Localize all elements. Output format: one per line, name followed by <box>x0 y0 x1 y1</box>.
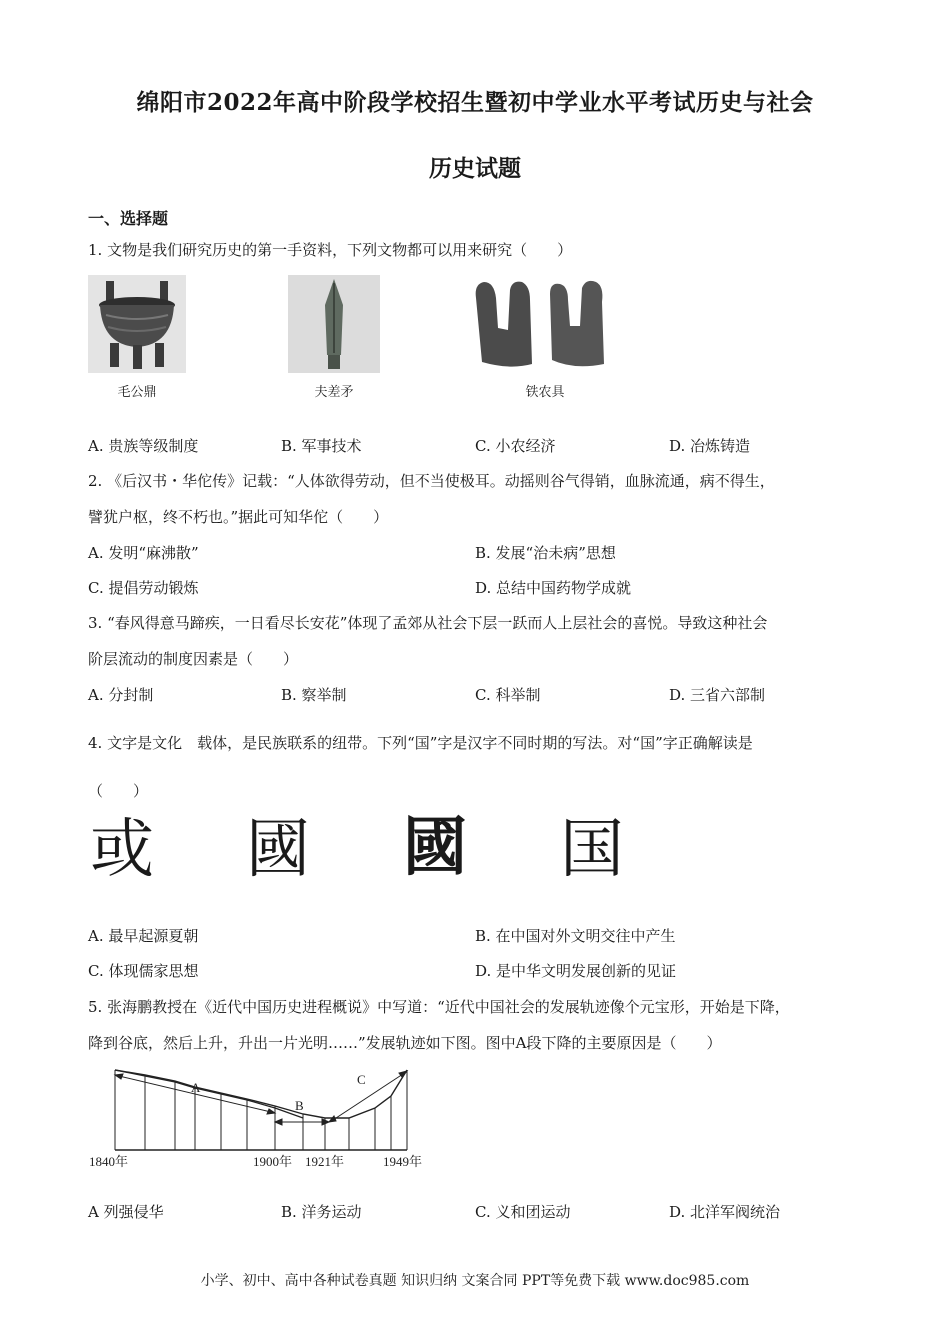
q3-option-c[interactable]: C. 科举制 <box>475 686 541 704</box>
q4-option-a[interactable]: A. 最早起源夏朝 <box>88 927 199 945</box>
q2-option-b[interactable]: B. 发展“治未病”思想 <box>475 544 616 562</box>
trajectory-diagram <box>85 1062 435 1174</box>
q1-option-a[interactable]: A. 贵族等级制度 <box>88 437 199 455</box>
fuchai-spear-image <box>288 275 380 373</box>
year-1921: 1921年 <box>305 1154 345 1169</box>
question-4-line2: （ ） <box>88 782 149 800</box>
guo-char-seal: 國 <box>246 813 310 887</box>
page-footer: 小学、初中、高中各种试卷真题 知识归纳 文案合同 PPT等免费下载 www.doc985.com <box>200 1273 750 1289</box>
question-3-line1: 3. “春风得意马蹄疾，一日看尽长安花”体现了孟郊从社会下层一跃而人上层社会的喜悦。导致这种社会 <box>88 614 768 632</box>
exam-subtitle: 历史试题 <box>429 155 521 182</box>
q1-option-d[interactable]: D. 冶炼铸造 <box>669 437 751 455</box>
q5-option-c[interactable]: C. 义和团运动 <box>475 1203 571 1221</box>
q5-option-d[interactable]: D. 北洋军阀统治 <box>669 1203 781 1221</box>
caption-ding: 毛公鼎 <box>117 385 157 400</box>
section-heading: 一、选择题 <box>88 209 169 228</box>
caption-spear: 夫差矛 <box>314 385 354 400</box>
ding-icon <box>88 275 186 373</box>
guo-char-traditional: 國 <box>403 810 467 885</box>
q4-option-c[interactable]: C. 体现儒家思想 <box>88 962 199 980</box>
guo-char-simplified: 国 <box>560 813 624 887</box>
maogong-ding-image <box>88 275 186 373</box>
question-4-line1: 4. 文字是文化 载体，是民族联系的纽带。下列“国”字是汉字不同时期的写法。对“国”字正确解读是 <box>88 734 753 752</box>
question-5-line1: 5. 张海鹏教授在《近代中国历史进程概说》中写道：“近代中国社会的发展轨迹像个元宝形，开始是下降， <box>88 998 790 1016</box>
exam-title: 绵阳市2022年高中阶段学校招生暨初中学业水平考试历史与社会 <box>136 89 814 116</box>
year-1900: 1900年 <box>253 1154 293 1169</box>
question-2-line2: 譬犹户枢，终不朽也。”据此可知华佗（ ） <box>88 508 389 526</box>
q1-option-c[interactable]: C. 小农经济 <box>475 437 556 455</box>
question-5-line2: 降到谷底，然后上升，升出一片光明……”发展轨迹如下图。图中A段下降的主要原因是（ ） <box>88 1034 722 1052</box>
q3-option-b[interactable]: B. 察举制 <box>281 686 347 704</box>
question-2-line1: 2. 《后汉书・华佗传》记载：“人体欲得劳动，但不当使极耳。动摇则谷气得销，血脉流通，病不得生， <box>88 472 775 490</box>
iron-tool-icon <box>470 278 615 373</box>
q5-option-b[interactable]: B. 洋务运动 <box>281 1203 362 1221</box>
question-1-text: 1. 文物是我们研究历史的第一手资料，下列文物都可以用来研究（ ） <box>88 241 573 259</box>
segment-a-label: A <box>191 1080 201 1095</box>
spear-icon <box>288 275 380 373</box>
segment-c-label: C <box>357 1072 366 1087</box>
iron-tools-image <box>470 278 615 373</box>
guo-char-oracle: 或 <box>90 813 154 887</box>
year-1840: 1840年 <box>89 1154 129 1169</box>
year-1949: 1949年 <box>383 1154 423 1169</box>
q3-option-a[interactable]: A. 分封制 <box>88 686 154 704</box>
q2-option-a[interactable]: A. 发明“麻沸散” <box>88 544 199 562</box>
q5-option-a[interactable]: A 列强侵华 <box>88 1203 164 1221</box>
q4-option-d[interactable]: D. 是中华文明发展创新的见证 <box>475 962 677 980</box>
q2-option-d[interactable]: D. 总结中国药物学成就 <box>475 579 632 597</box>
q1-option-b[interactable]: B. 军事技术 <box>281 437 362 455</box>
segment-b-label: B <box>295 1098 304 1113</box>
q2-option-c[interactable]: C. 提倡劳动锻炼 <box>88 579 199 597</box>
q3-option-d[interactable]: D. 三省六部制 <box>669 686 766 704</box>
q4-option-b[interactable]: B. 在中国对外文明交往中产生 <box>475 927 676 945</box>
question-3-line2: 阶层流动的制度因素是（ ） <box>88 650 299 668</box>
caption-iron-tools: 铁农具 <box>525 385 565 400</box>
